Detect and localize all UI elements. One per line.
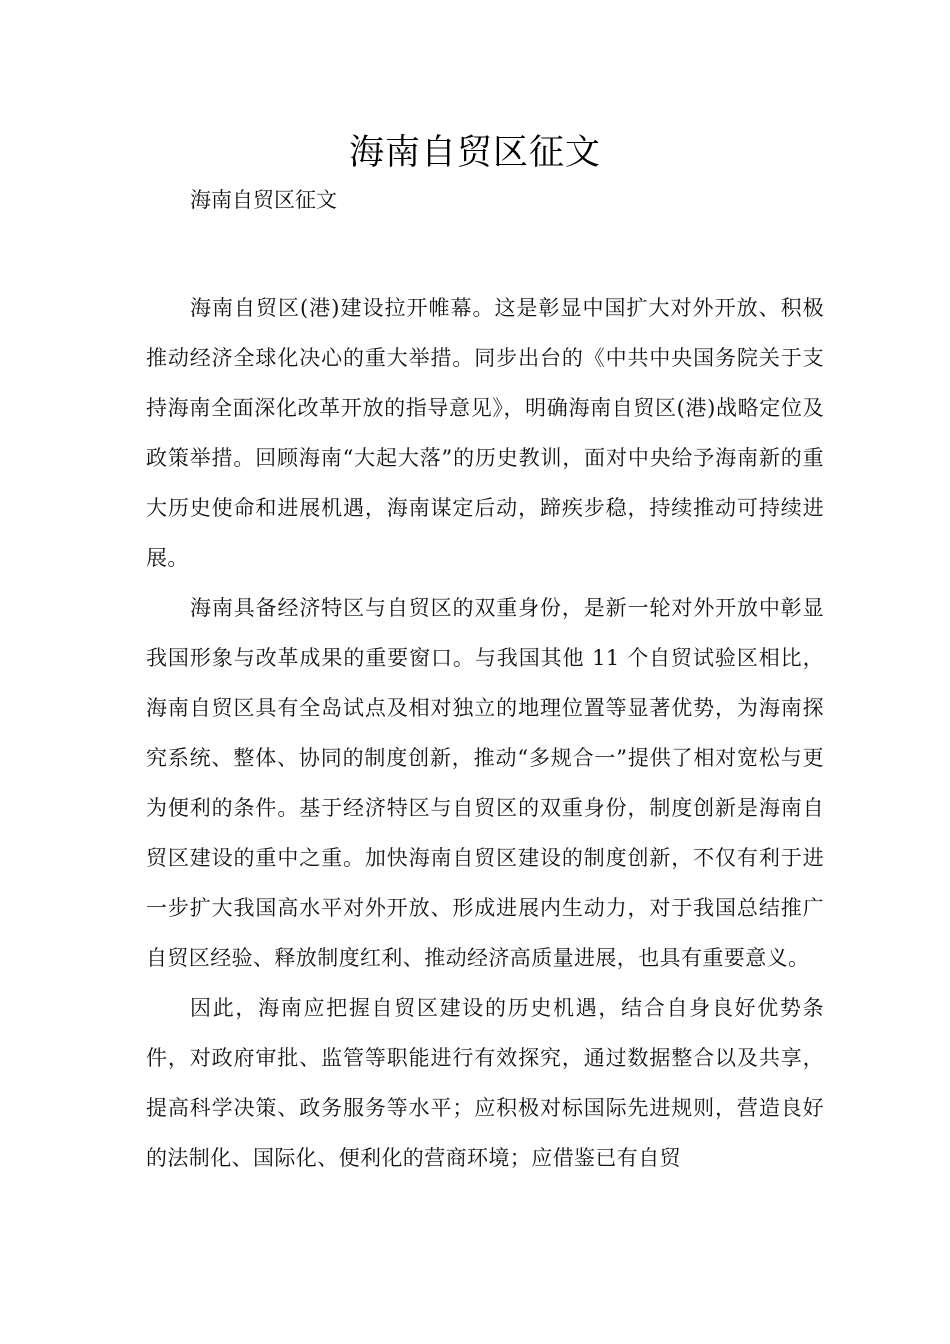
document-title: 海南自贸区征文 (348, 133, 601, 173)
paragraph-2: 海南具备经济特区与自贸区的双重身份，是新一轮对外开放中彰显我国形象与改革成果的重要窗口。与我国其他 11 个自贸试验区相比，海南自贸区具有全岛试点及相对独立的地理位置等显著优势，为海南探究系统、整体、协同的制度创新，推动“多规合一”提供了相对宽松与更为便利的条件。基于经济特区与自贸区的双重身份，制度创新是海南自贸区建设的重中之重。加快海南自贸区建设的制度创新，不仅有利于进一步扩大我国高水平对外开放、形成进展内生动力，对于我国总结推广自贸区经验、释放制度红利、推动经济高质量进展，也具有重要意义。 (146, 596, 824, 970)
paragraph-1: 海南自贸区(港)建设拉开帷幕。这是彰显中国扩大对外开放、积极推动经济全球化决心的重大举措。同步出台的《中共中央国务院关于支持海南全面深化改革开放的指导意见》，明确海南自贸区(港)战略定位及政策举措。回顾海南“大起大落”的历史教训，面对中央给予海南新的重大历史使命和进展机遇，海南谋定后动，蹄疾步稳，持续推动可持续进展。 (146, 296, 824, 570)
document-body (146, 283, 824, 1183)
document-subtitle: 海南自贸区征文 (190, 188, 337, 212)
paragraph-3: 因此，海南应把握自贸区建设的历史机遇，结合自身良好优势条件，对政府审批、监管等职能进行有效探究，通过数据整合以及共享，提高科学决策、政务服务等水平；应积极对标国际先进规则，营造良好的法制化、国际化、便利化的营商环境；应借鉴已有自贸 (146, 996, 824, 1170)
